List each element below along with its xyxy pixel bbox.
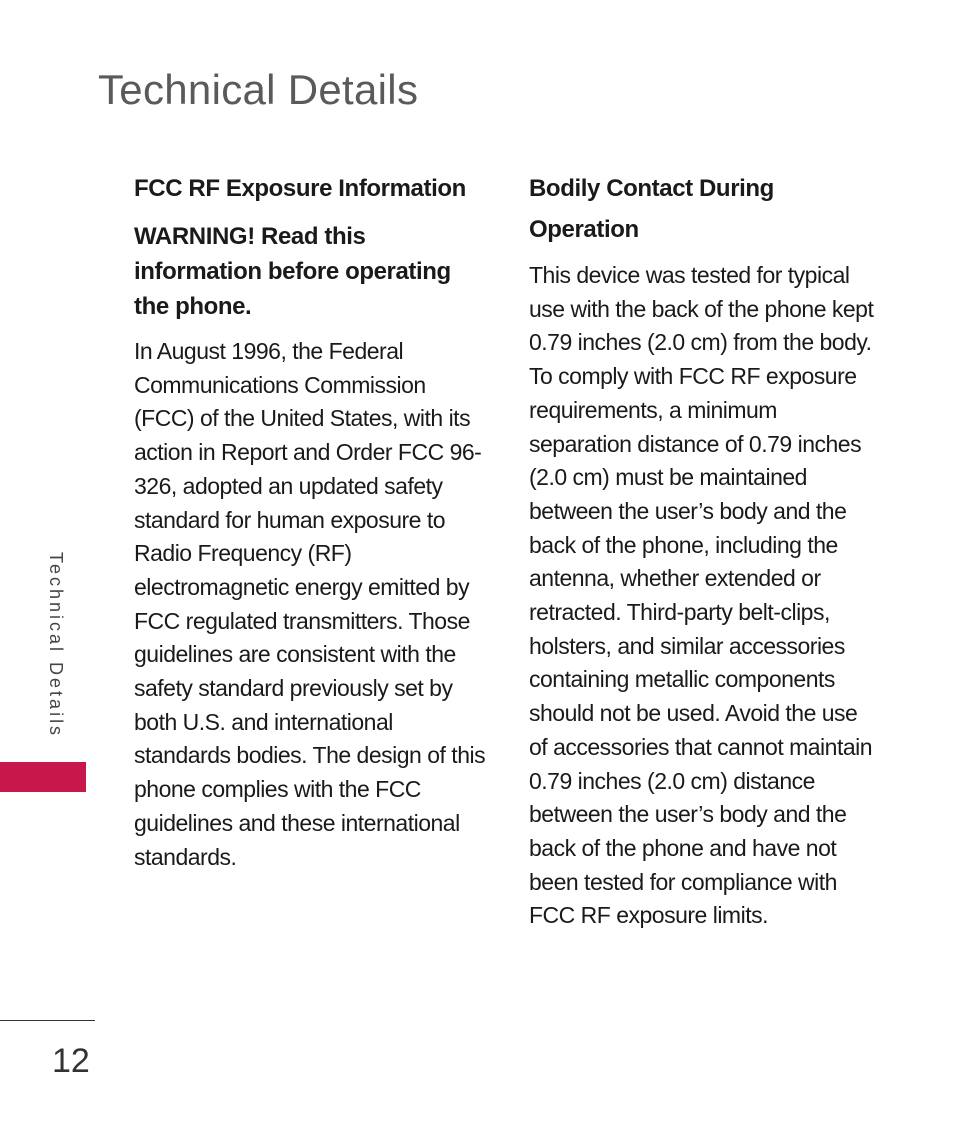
side-tab-label: Technical Details <box>46 552 66 739</box>
page-number: 12 <box>52 1042 90 1080</box>
fcc-rf-exposure-body: In August 1996, the Federal Communications Commission (FCC) of the United States, with its action in Report and Order FCC 96-326, adopted an updated safety standard for human exposure to Radio Frequency (RF) electromagnetic energy emitted by FCC regulated transmitters. Those guidelines are consistent with the safety standard previously set by both U.S. and international standards bodies. The design of this phone complies with the FCC guidelines and these international standards. <box>134 338 486 870</box>
warning-text: WARNING! Read this information before operating the phone. <box>134 223 451 320</box>
fcc-rf-exposure-section <box>134 168 486 874</box>
page-title: Technical Details <box>98 66 419 113</box>
side-tab-marker <box>0 762 86 792</box>
bodily-contact-body: This device was tested for typical use with the back of the phone kept 0.79 inches (2.0 cm) from the body. To comply with FCC RF exposure requirements, a minimum separation distance of 0.79 inches (2.0 cm) must be maintained between the user’s body and the back of the phone, including the antenna, whether extended or retracted. Third-party belt-clips, holsters, and similar accessories containing metallic components should not be used. Avoid the use of accessories that cannot maintain 0.79 inches (2.0 cm) distance between the user’s body and the back of the phone and have not been tested for compliance with FCC RF exposure limits. <box>529 262 874 929</box>
footer-divider <box>0 1020 95 1021</box>
section-heading-bodily-contact: Bodily Contact During Operation <box>529 175 774 243</box>
bodily-contact-section <box>529 168 877 933</box>
section-heading-fcc-rf-exposure: FCC RF Exposure Information <box>134 175 466 202</box>
